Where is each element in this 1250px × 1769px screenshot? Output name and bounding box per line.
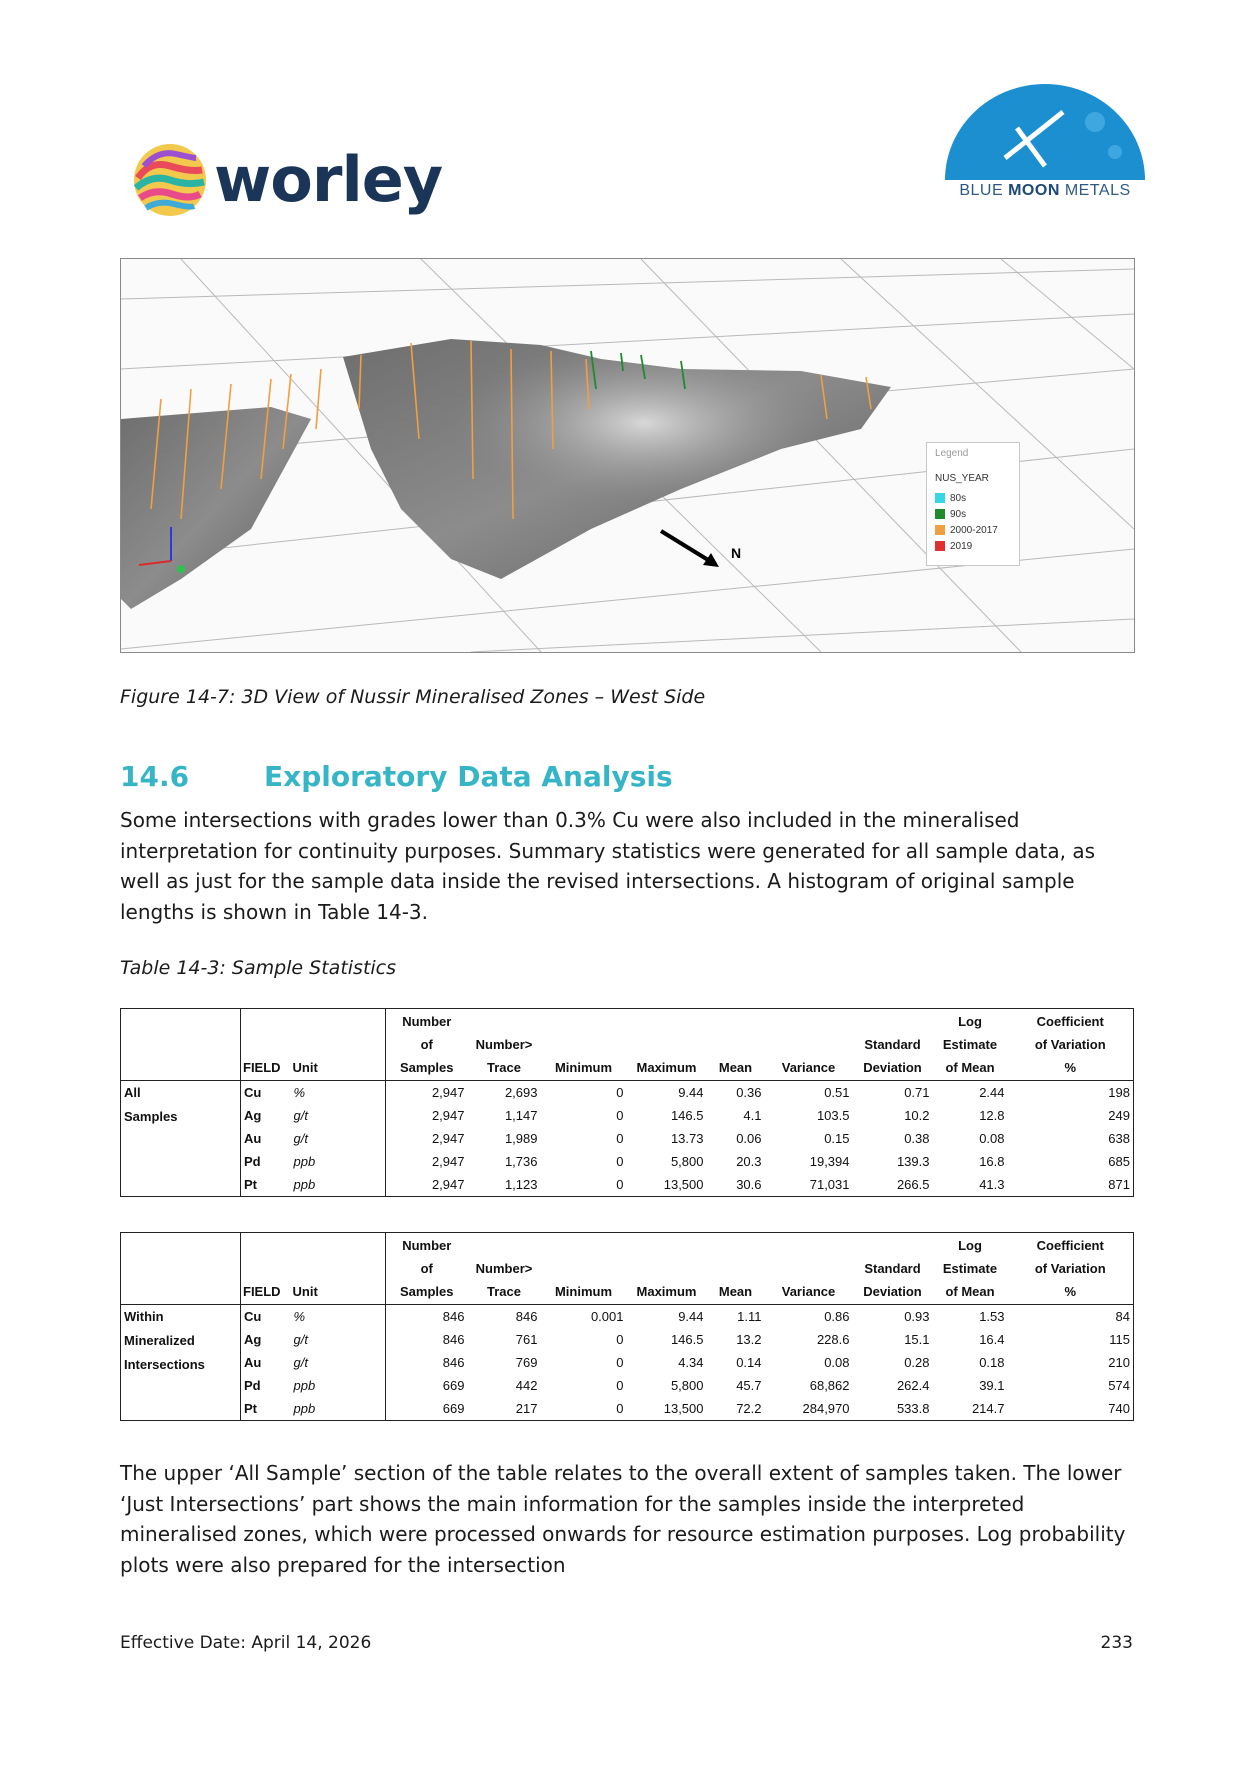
cell-field: Au xyxy=(244,1131,262,1146)
cell-cv: 249 xyxy=(1008,1104,1134,1127)
cell-min: 0 xyxy=(541,1173,627,1197)
cell-unit: ppb xyxy=(291,1150,386,1173)
header-std-dev: Standard Deviation xyxy=(853,1233,933,1305)
legend-swatch xyxy=(935,509,945,519)
legend-swatch xyxy=(935,493,945,503)
paragraph-intro: Some intersections with grades lower than 0.3% Cu were also included in the mineralised interpretation for continuity purposes. Summary statistics were generated for all sample data, as well as just for the sample data inside the revised intersections. A histogram of original sample lengths is shown in Table 14-3. xyxy=(120,808,1096,924)
cell-unit: g/t xyxy=(291,1328,386,1351)
cell-variance: 284,970 xyxy=(765,1397,853,1421)
cell-unit: g/t xyxy=(291,1351,386,1374)
cell-trace: 1,123 xyxy=(468,1173,541,1197)
cell-log: 16.8 xyxy=(979,1154,1005,1169)
header-minimum: Minimum xyxy=(541,1233,627,1305)
header-unit: Unit xyxy=(291,1233,386,1305)
table-row xyxy=(121,1081,1134,1105)
cell-variance: 71,031 xyxy=(765,1173,853,1197)
header-variance: Variance xyxy=(765,1009,853,1081)
paragraph-explanation: The upper ‘All Sample’ section of the table relates to the overall extent of samples taken. The lower ‘Just Intersections’ part shows the main information for the samples inside the interpreted mineralised zones, which were processed onwards for resource estimation purposes. Log probability plots were also prepared for the intersection xyxy=(120,1461,1126,1577)
cell-trace: 2,693 xyxy=(504,1085,538,1100)
cell-trace: 217 xyxy=(468,1397,541,1421)
header-maximum: Maximum xyxy=(627,1233,707,1305)
header-std-dev: Standard Deviation xyxy=(853,1009,933,1081)
cell-field: Ag xyxy=(244,1108,262,1123)
cell-variance: 0.86 xyxy=(824,1309,850,1324)
header-variance: Variance xyxy=(765,1233,853,1305)
cell-min: 0 xyxy=(616,1332,624,1347)
cell-sd: 262.4 xyxy=(896,1378,930,1393)
cell-field: Cu xyxy=(244,1309,262,1324)
cell-cv: 84 xyxy=(1008,1305,1134,1329)
table-row xyxy=(121,1397,1134,1421)
table-row xyxy=(121,1305,1134,1329)
cell-variance: 68,862 xyxy=(809,1378,850,1393)
stats-table-all-samples xyxy=(120,1008,1134,1197)
cell-sd: 10.2 xyxy=(904,1108,930,1123)
cell-n: 2,947 xyxy=(431,1108,465,1123)
cell-log: 41.3 xyxy=(933,1173,1008,1197)
worley-logo xyxy=(130,140,460,220)
effective-date: Effective Date: April 14, 2026 xyxy=(120,1633,372,1653)
cell-unit: ppb xyxy=(291,1374,386,1397)
legend-item: 90s xyxy=(935,509,966,523)
header-coef-variation: Coefficient of Variation % xyxy=(1008,1233,1134,1305)
cell-cv: 871 xyxy=(1008,1173,1134,1197)
cell-cv: 638 xyxy=(1008,1127,1134,1150)
cell-unit: % xyxy=(291,1305,386,1329)
cell-field: Pd xyxy=(244,1378,261,1393)
cell-log: 39.1 xyxy=(979,1378,1005,1393)
stats-table-within-intersections xyxy=(120,1232,1134,1421)
header-unit: Unit xyxy=(291,1009,386,1081)
table-row xyxy=(121,1351,1134,1374)
cell-min: 0 xyxy=(616,1154,624,1169)
table-row xyxy=(121,1328,1134,1351)
cell-cv: 574 xyxy=(1008,1374,1134,1397)
section-heading xyxy=(120,760,673,793)
table-row xyxy=(121,1150,1134,1173)
cell-max: 9.44 xyxy=(678,1309,704,1324)
cell-sd: 139.3 xyxy=(896,1154,930,1169)
section-number: 14.6 xyxy=(120,760,190,793)
cell-n: 846 xyxy=(442,1309,465,1324)
table-header-row xyxy=(121,1009,1134,1081)
cell-trace: 761 xyxy=(515,1332,538,1347)
cell-min: 0.001 xyxy=(590,1309,624,1324)
cell-variance: 0.51 xyxy=(824,1085,850,1100)
table-row xyxy=(121,1374,1134,1397)
cell-field: Au xyxy=(244,1355,262,1370)
section-title: Exploratory Data Analysis xyxy=(264,760,673,793)
cell-mean: 45.7 xyxy=(736,1378,762,1393)
cell-mean: 13.2 xyxy=(736,1332,762,1347)
cell-unit: g/t xyxy=(291,1104,386,1127)
cell-n: 2,947 xyxy=(386,1173,468,1197)
cell-variance: 228.6 xyxy=(816,1332,850,1347)
cell-log: 16.4 xyxy=(979,1332,1005,1347)
figure-caption: Figure 14-7: 3D View of Nussir Mineralised Zones – West Side xyxy=(120,686,706,708)
header-num-samples: Number of Samples xyxy=(386,1233,468,1305)
legend-swatch xyxy=(935,525,945,535)
cell-mean: 4.1 xyxy=(743,1108,762,1123)
blue-moon-metals-logo xyxy=(945,82,1145,210)
cell-variance: 0.15 xyxy=(824,1131,850,1146)
header-minimum: Minimum xyxy=(541,1009,627,1081)
cell-max: 4.34 xyxy=(678,1355,704,1370)
3d-view-figure xyxy=(120,258,1135,653)
cell-min: 0 xyxy=(616,1108,624,1123)
cell-max: 9.44 xyxy=(678,1085,704,1100)
legend-item: 2019 xyxy=(935,541,972,555)
cell-log: 214.7 xyxy=(933,1397,1008,1421)
cell-mean: 72.2 xyxy=(707,1397,765,1421)
cell-sd: 15.1 xyxy=(904,1332,930,1347)
figure-legend xyxy=(926,442,1020,566)
header-num-samples: Number of Samples xyxy=(386,1009,468,1081)
group-header-cell xyxy=(121,1009,241,1081)
cell-cv: 198 xyxy=(1008,1081,1134,1105)
cell-min: 0 xyxy=(616,1085,624,1100)
cell-mean: 30.6 xyxy=(707,1173,765,1197)
cell-n: 669 xyxy=(442,1378,465,1393)
cell-cv: 685 xyxy=(1008,1150,1134,1173)
cell-unit: % xyxy=(291,1081,386,1105)
cell-mean: 0.36 xyxy=(736,1085,762,1100)
header-mean: Mean xyxy=(707,1009,765,1081)
legend-item: 80s xyxy=(935,493,966,507)
group-label: Within Mineralized Intersections xyxy=(121,1305,241,1421)
cell-unit: ppb xyxy=(291,1397,386,1421)
cell-variance: 0.08 xyxy=(824,1355,850,1370)
cell-log: 2.44 xyxy=(979,1085,1005,1100)
cell-max: 5,800 xyxy=(670,1154,704,1169)
cell-max: 13,500 xyxy=(627,1397,707,1421)
cell-trace: 1,989 xyxy=(504,1131,538,1146)
legend-item: 2000-2017 xyxy=(935,525,998,539)
cell-mean: 1.11 xyxy=(737,1309,762,1324)
cell-trace: 769 xyxy=(515,1355,538,1370)
cell-n: 2,947 xyxy=(431,1085,465,1100)
cell-max: 13,500 xyxy=(627,1173,707,1197)
cell-n: 846 xyxy=(442,1355,465,1370)
cell-min: 0 xyxy=(616,1378,624,1393)
header-maximum: Maximum xyxy=(627,1009,707,1081)
cell-log: 0.08 xyxy=(979,1131,1005,1146)
cell-field: Pd xyxy=(244,1154,261,1169)
cell-sd: 0.38 xyxy=(904,1131,930,1146)
worley-swirl-icon xyxy=(130,140,210,220)
header-field: FIELD xyxy=(241,1009,291,1081)
table-row xyxy=(121,1173,1134,1197)
cell-n: 669 xyxy=(386,1397,468,1421)
cell-unit: ppb xyxy=(291,1173,386,1197)
group-header-cell xyxy=(121,1233,241,1305)
cell-min: 0 xyxy=(616,1355,624,1370)
cell-log: 1.53 xyxy=(979,1309,1005,1324)
cell-max: 146.5 xyxy=(670,1332,704,1347)
cell-min: 0 xyxy=(616,1131,624,1146)
cell-mean: 20.3 xyxy=(736,1154,762,1169)
cell-mean: 0.14 xyxy=(736,1355,762,1370)
header-num-trace: Number> Trace xyxy=(468,1233,541,1305)
legend-title: Legend xyxy=(935,448,969,459)
table-row xyxy=(121,1127,1134,1150)
cell-sd: 533.8 xyxy=(853,1397,933,1421)
cell-cv: 740 xyxy=(1008,1397,1134,1421)
header-log-estimate: Log Estimate of Mean xyxy=(933,1009,1008,1081)
cell-cv: 115 xyxy=(1008,1328,1134,1351)
cell-max: 13.73 xyxy=(670,1131,704,1146)
cell-field: Pt xyxy=(241,1397,291,1421)
header-field: FIELD xyxy=(241,1233,291,1305)
cell-trace: 442 xyxy=(515,1378,538,1393)
cell-field: Ag xyxy=(244,1332,262,1347)
cell-sd: 266.5 xyxy=(853,1173,933,1197)
cell-cv: 210 xyxy=(1008,1351,1134,1374)
header-coef-variation: Coefficient of Variation % xyxy=(1008,1009,1134,1081)
header-log-estimate: Log Estimate of Mean xyxy=(933,1233,1008,1305)
cell-max: 5,800 xyxy=(670,1378,704,1393)
cell-log: 12.8 xyxy=(979,1108,1005,1123)
cell-sd: 0.93 xyxy=(904,1309,930,1324)
cell-mean: 0.06 xyxy=(736,1131,762,1146)
cell-unit: g/t xyxy=(291,1127,386,1150)
table-caption: Table 14-3: Sample Statistics xyxy=(120,957,397,979)
page-number: 233 xyxy=(1100,1633,1133,1653)
cell-sd: 0.28 xyxy=(904,1355,930,1370)
north-label: N xyxy=(731,545,742,561)
cell-field: Cu xyxy=(244,1085,262,1100)
header-num-trace: Number> Trace xyxy=(468,1009,541,1081)
cell-log: 0.18 xyxy=(979,1355,1005,1370)
table-row xyxy=(121,1104,1134,1127)
blue-moon-metals-wordmark: BLUE MOON METALS xyxy=(959,182,1131,199)
cell-n: 846 xyxy=(442,1332,465,1347)
table-header-row xyxy=(121,1233,1134,1305)
cell-max: 146.5 xyxy=(670,1108,704,1123)
cell-n: 2,947 xyxy=(431,1131,465,1146)
cell-trace: 846 xyxy=(515,1309,538,1324)
cell-trace: 1,147 xyxy=(504,1108,538,1123)
cell-variance: 19,394 xyxy=(809,1154,850,1169)
cell-min: 0 xyxy=(541,1397,627,1421)
moon-icon xyxy=(945,82,1145,182)
worley-wordmark: worley xyxy=(214,143,443,216)
legend-swatch xyxy=(935,541,945,551)
header-mean: Mean xyxy=(707,1233,765,1305)
legend-field: NUS_YEAR xyxy=(935,473,989,484)
cell-field: Pt xyxy=(241,1173,291,1197)
cell-n: 2,947 xyxy=(431,1154,465,1169)
cell-variance: 103.5 xyxy=(816,1108,850,1123)
cell-sd: 0.71 xyxy=(904,1085,930,1100)
cell-trace: 1,736 xyxy=(504,1154,538,1169)
group-label: All Samples xyxy=(121,1081,241,1197)
